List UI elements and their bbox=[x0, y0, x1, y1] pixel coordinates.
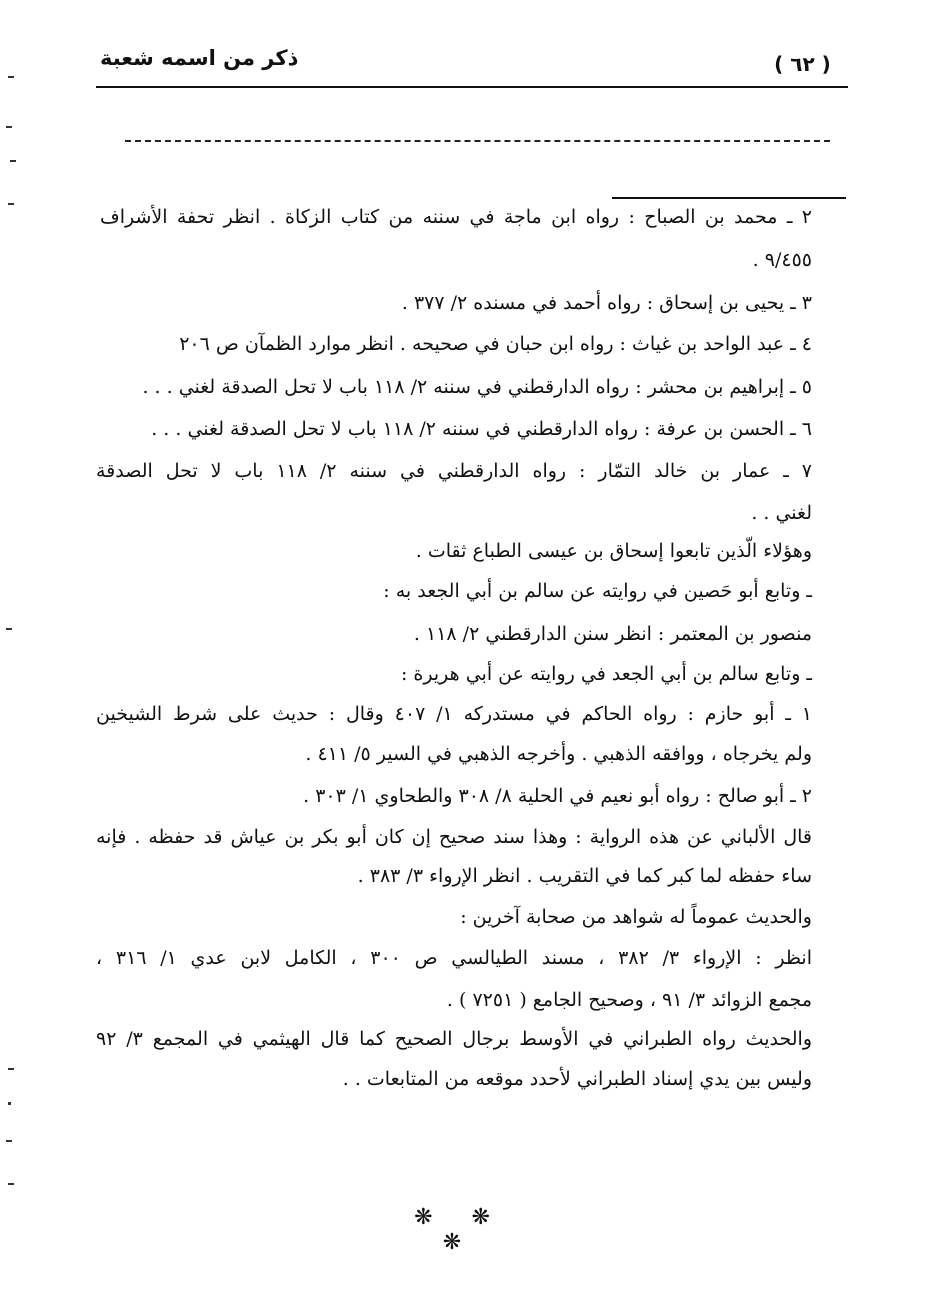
text-line: منصور بن المعتمر : انظر سنن الدارقطني ٢/ ١١٨ . bbox=[413, 623, 812, 645]
scan-mark bbox=[8, 76, 14, 78]
text-line: والحديث رواه الطبراني في الأوسط برجال الصحيح كما قال الهيثمي في المجمع ٣/ ٩٢ bbox=[96, 1028, 813, 1050]
scan-mark bbox=[6, 628, 12, 630]
page-number: ( ٦٢ ) bbox=[774, 52, 831, 76]
scan-mark bbox=[8, 1102, 11, 1105]
scan-mark bbox=[8, 203, 14, 205]
text-line: ولم يخرجاه ، ووافقه الذهبي . وأخرجه الذهبي في السير ٥/ ٤١١ . bbox=[305, 743, 812, 765]
text-line: ٥ ـ إبراهيم بن محشر : رواه الدارقطني في سننه ٢/ ١١٨ باب لا تحل الصدقة لغني . . . bbox=[142, 376, 812, 398]
scan-mark bbox=[6, 1140, 12, 1142]
text-line: ـ وتابع أبو حَصين في روايته عن سالم بن أبي الجعد به : bbox=[383, 580, 812, 602]
text-line: ٦ ـ الحسن بن عرفة : رواه الدارقطني في سننه ٢/ ١١٨ باب لا تحل الصدقة لغني . . . bbox=[151, 418, 812, 440]
text-line: انظر : الإرواء ٣/ ٣٨٢ ، مسند الطيالسي ص ٣٠٠ ، الكامل لابن عدي ١/ ٣١٦ ، bbox=[96, 947, 812, 969]
text-line: ٢ ـ أبو صالح : رواه أبو نعيم في الحلية ٨/ ٣٠٨ والطحاوي ١/ ٣٠٣ . bbox=[303, 785, 812, 807]
text-line: والحديث عموماً له شواهد من صحابة آخرين : bbox=[460, 906, 812, 928]
scan-mark bbox=[8, 1183, 14, 1185]
scan-mark bbox=[6, 126, 12, 128]
text-line: وليس بين يدي إسناد الطبراني لأحدد موقعه من المتابعات . . bbox=[342, 1068, 812, 1090]
text-line: قال الألباني عن هذه الرواية : وهذا سند صحيح إن كان أبو بكر بن عياش قد حفظه . فإنه bbox=[96, 826, 812, 848]
text-line: ـ وتابع سالم بن أبي الجعد في روايته عن أبي هريرة : bbox=[400, 663, 812, 685]
running-header-title: ذكر من اسمه شعبة bbox=[100, 46, 299, 70]
text-line: ٧ ـ عمار بن خالد التمّار : رواه الدارقطني في سننه ٢/ ١١٨ باب لا تحل الصدقة bbox=[96, 460, 812, 482]
scan-mark bbox=[8, 1068, 14, 1070]
text-line: ٢ ـ محمد بن الصباح : رواه ابن ماجة في سننه من كتاب الزكاة . انظر تحفة الأشراف bbox=[100, 206, 812, 228]
dashed-separator bbox=[125, 140, 830, 142]
text-line: مجمع الزوائد ٣/ ٩١ ، وصحيح الجامع ( ٧٢٥١ ) . bbox=[446, 989, 812, 1011]
text-line: ساء حفظه لما كبر كما في التقريب . انظر الإرواء ٣/ ٣٨٣ . bbox=[357, 865, 812, 887]
text-line: ١ ـ أبو حازم : رواه الحاكم في مستدركه ١/ ٤٠٧ وقال : حديث على شرط الشيخين bbox=[96, 703, 812, 725]
footnote-rule bbox=[612, 197, 846, 199]
text-line: ٤ ـ عبد الواحد بن غياث : رواه ابن حبان في صحيحه . انظر موارد الظمآن ص ٢٠٦ bbox=[179, 333, 812, 355]
header-rule bbox=[96, 86, 848, 88]
text-line: لغني . . bbox=[751, 502, 812, 524]
text-line: ٩/٤٥٥ . bbox=[752, 249, 812, 271]
ornament-stars: ❋ ❋ ❋ bbox=[414, 1205, 506, 1255]
text-line: ٣ ـ يحيى بن إسحاق : رواه أحمد في مسنده ٢/ ٣٧٧ . bbox=[401, 292, 812, 314]
scan-mark bbox=[10, 160, 16, 162]
text-line: وهؤلاء الّذين تابعوا إسحاق بن عيسى الطباع ثقات . bbox=[415, 540, 812, 562]
